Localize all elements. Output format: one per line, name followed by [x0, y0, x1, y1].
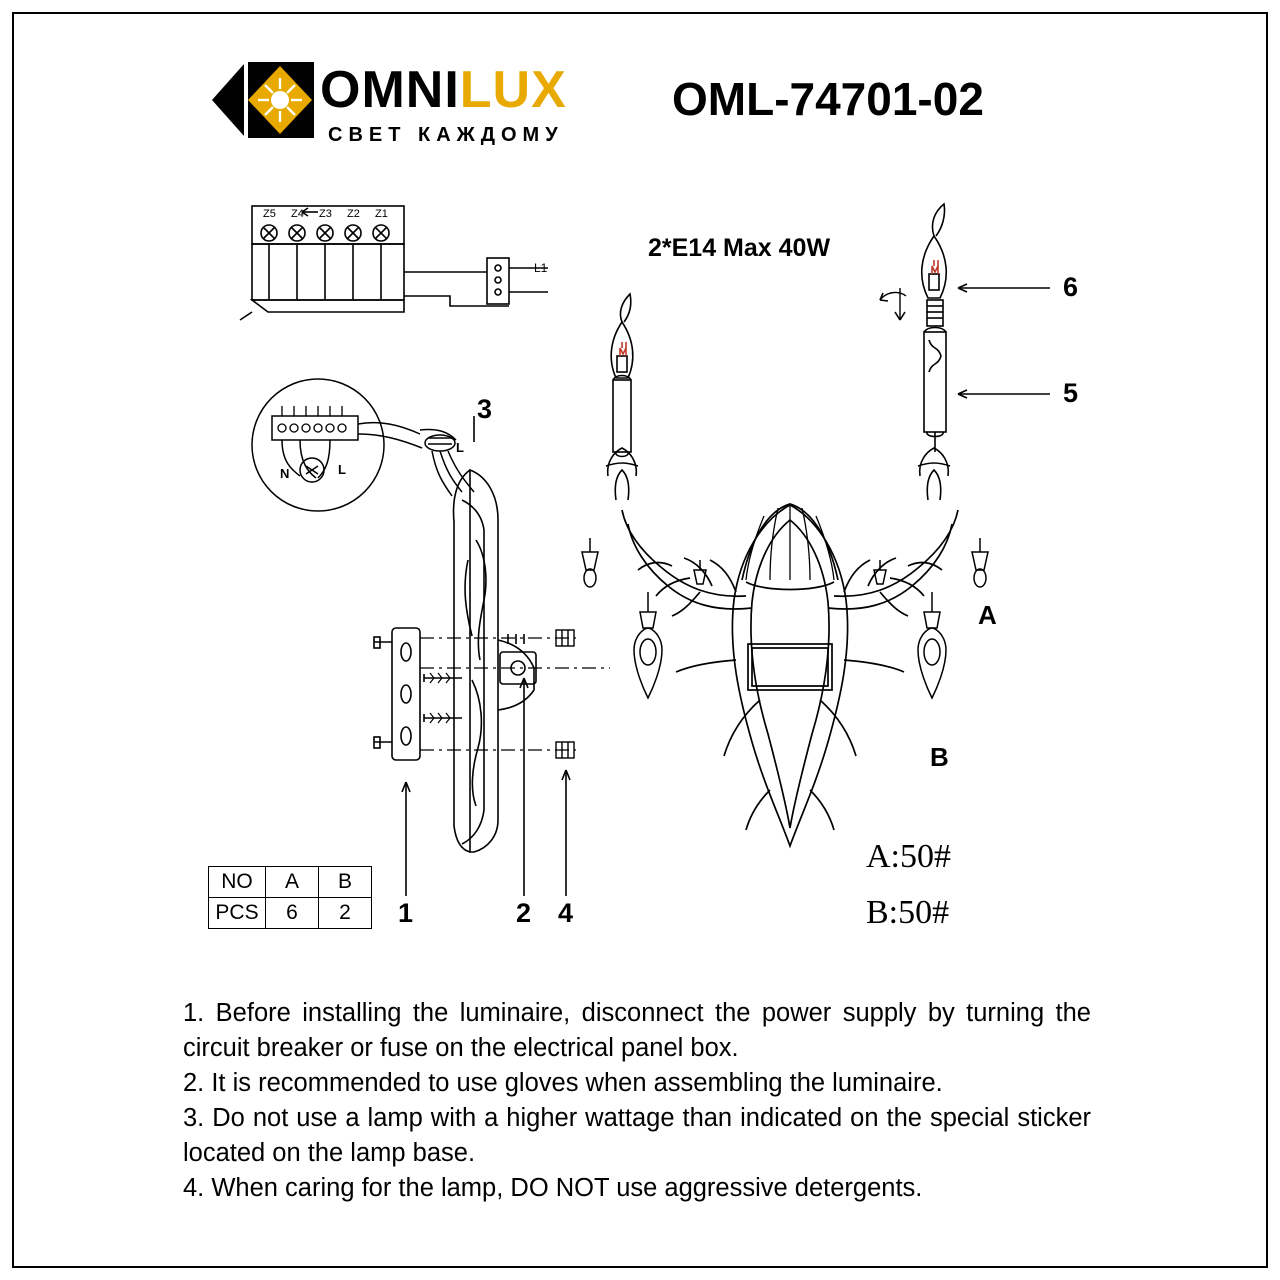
logo-omni-text: OMNI [320, 61, 460, 119]
callout-3: 3 [477, 394, 493, 424]
svg-text:Z5: Z5 [263, 208, 276, 220]
table-cell: A [266, 867, 319, 898]
part-letter-b: B [930, 742, 949, 772]
table-cell: 6 [266, 898, 319, 929]
svg-text:L: L [338, 462, 346, 477]
svg-text:L: L [456, 440, 464, 455]
callout-6: 6 [1063, 272, 1079, 302]
callout-5: 5 [1063, 378, 1079, 408]
screw-spec-b: B:50# [866, 894, 950, 931]
model-code: OML-74701-02 [672, 73, 984, 125]
instruction-item-4: 4. When caring for the lamp, DO NOT use aggressive detergents. [183, 1174, 923, 1202]
callout-1: 1 [398, 898, 414, 928]
svg-text:Z4: Z4 [291, 208, 304, 220]
logo-lux-text: LUX [459, 61, 567, 119]
logo-tagline: СВЕТ КАЖДОМУ [328, 124, 564, 146]
instruction-item-1: 1. Before installing the luminaire, disconnect the power supply by turning the circuit breaker or fuse on the electrical panel box. [183, 999, 1091, 1062]
table-cell: 2 [319, 898, 372, 929]
svg-text:N: N [280, 466, 290, 481]
svg-text:Z1: Z1 [375, 208, 388, 220]
screw-spec-a: A:50# [866, 838, 951, 875]
svg-text:Z2: Z2 [347, 208, 360, 220]
table-cell: NO [209, 867, 266, 898]
callout-2: 2 [516, 898, 532, 928]
svg-text:L1: L1 [534, 261, 548, 275]
table-cell: B [319, 867, 372, 898]
page-border [12, 12, 1268, 1268]
instruction-item-3: 3. Do not use a lamp with a higher wattage than indicated on the special sticker located on the lamp base. [183, 1104, 1091, 1167]
callout-4: 4 [558, 898, 574, 928]
wattage-label: 2*E14 Max 40W [648, 234, 831, 262]
svg-text:Z3: Z3 [319, 208, 332, 220]
table-cell: PCS [209, 898, 266, 929]
instruction-item-2: 2. It is recommended to use gloves when assembling the luminaire. [183, 1069, 943, 1097]
part-letter-a: A [978, 600, 997, 630]
